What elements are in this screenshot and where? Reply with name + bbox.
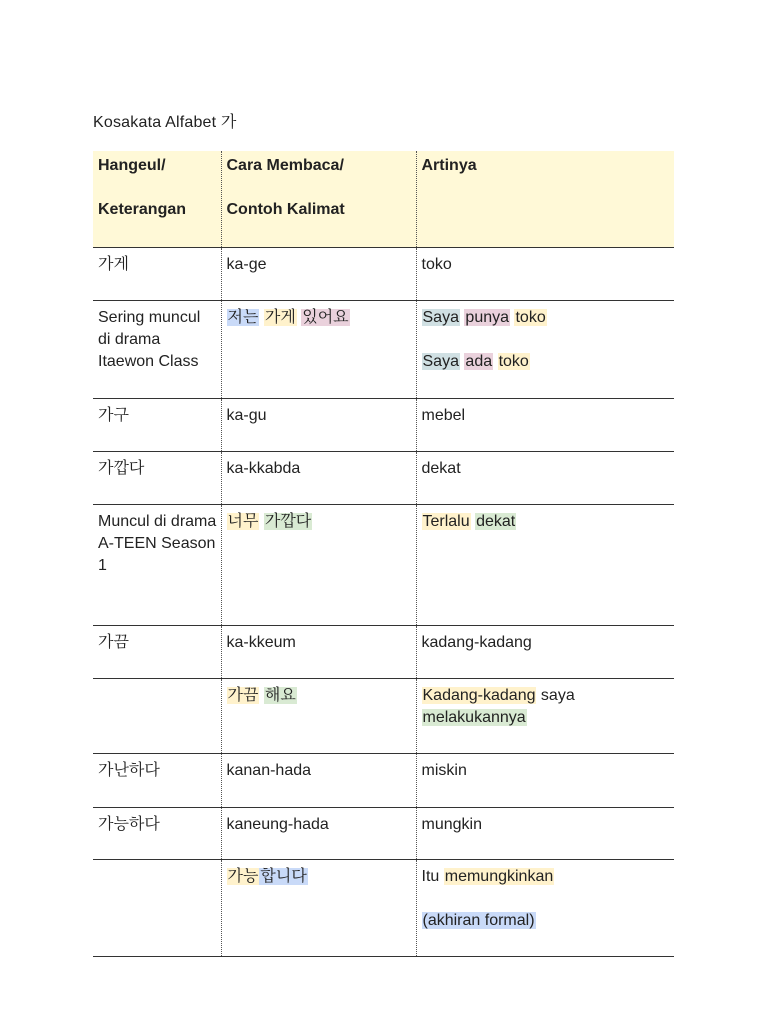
note-cell: Sering muncul di drama Itaewon Class bbox=[98, 308, 201, 370]
table-row bbox=[93, 451, 674, 504]
highlighted-word: 가게 bbox=[264, 308, 296, 326]
highlighted-word: (akhiran formal) bbox=[422, 911, 535, 929]
note-cell: Muncul di drama A-TEEN Season 1 bbox=[98, 512, 217, 574]
translation-line bbox=[422, 685, 671, 729]
translation-line bbox=[422, 910, 671, 932]
table-row bbox=[93, 753, 674, 807]
header-hangeul-line1: Hangeul/ bbox=[98, 157, 166, 174]
header-hangeul bbox=[93, 151, 221, 247]
header-hangeul-line2: Keterangan bbox=[98, 201, 187, 218]
header-reading-line2: Contoh Kalimat bbox=[226, 201, 345, 218]
hangeul-cell: 가능하다 bbox=[98, 815, 160, 833]
highlighted-word: 해요 bbox=[264, 686, 296, 704]
example-cell bbox=[221, 859, 416, 956]
meaning-cell: kadang-kadang bbox=[416, 625, 674, 678]
translation-cell bbox=[416, 859, 674, 956]
document-title: Kosakata Alfabet 가 bbox=[93, 114, 237, 131]
translation-line bbox=[422, 307, 671, 329]
highlighted-word: 가능 bbox=[227, 867, 259, 885]
translation-cell bbox=[416, 678, 674, 753]
header-meaning bbox=[416, 151, 674, 247]
example-cell bbox=[221, 300, 416, 398]
header-reading bbox=[221, 151, 416, 247]
table-header-row bbox=[93, 151, 674, 247]
hangeul-cell: 가끔 bbox=[98, 633, 129, 651]
table-row bbox=[93, 807, 674, 859]
hangeul-cell: 가구 bbox=[98, 406, 129, 424]
hangeul-cell: 가난하다 bbox=[98, 761, 160, 779]
meaning-cell: mungkin bbox=[416, 807, 674, 859]
example-cell bbox=[221, 504, 416, 625]
note-cell bbox=[93, 678, 221, 753]
table-row bbox=[93, 247, 674, 300]
meaning-cell: miskin bbox=[416, 753, 674, 807]
highlighted-word: punya bbox=[465, 308, 510, 326]
header-reading-line1: Cara Membaca/ bbox=[226, 157, 344, 174]
highlighted-word: 합니다 bbox=[260, 867, 307, 885]
highlighted-word: toko bbox=[515, 308, 546, 326]
highlighted-word: Saya bbox=[422, 308, 459, 326]
highlighted-word: 가끔 bbox=[227, 686, 259, 704]
highlighted-word: Kadang-kadang bbox=[422, 686, 536, 704]
highlighted-word: melakukannya bbox=[422, 708, 526, 726]
example-cell bbox=[221, 678, 416, 753]
highlighted-word: Saya bbox=[422, 352, 459, 370]
meaning-cell: dekat bbox=[416, 451, 674, 504]
table-row bbox=[93, 859, 674, 956]
highlighted-word: 저는 bbox=[227, 308, 259, 326]
highlighted-word: 너무 bbox=[227, 512, 259, 530]
reading-cell: ka-ge bbox=[221, 247, 416, 300]
highlighted-word: toko bbox=[498, 352, 529, 370]
plain-text: Itu bbox=[421, 867, 444, 885]
reading-cell: kanan-hada bbox=[221, 753, 416, 807]
table-row bbox=[93, 504, 674, 625]
translation-line bbox=[422, 511, 671, 533]
note-cell bbox=[93, 859, 221, 956]
hangeul-cell: 가게 bbox=[98, 255, 129, 273]
translation-cell bbox=[416, 504, 674, 625]
table-row bbox=[93, 300, 674, 398]
highlighted-word: dekat bbox=[476, 512, 516, 530]
table-row bbox=[93, 398, 674, 451]
reading-cell: ka-kkeum bbox=[221, 625, 416, 678]
header-meaning-text: Artinya bbox=[421, 157, 477, 174]
reading-cell: ka-kkabda bbox=[221, 451, 416, 504]
meaning-cell: toko bbox=[416, 247, 674, 300]
highlighted-word: 있어요 bbox=[302, 308, 349, 326]
vocabulary-table bbox=[93, 151, 674, 957]
translation-cell bbox=[416, 300, 674, 398]
highlighted-word: memungkinkan bbox=[444, 867, 554, 885]
translation-line bbox=[422, 866, 671, 888]
meaning-cell: mebel bbox=[416, 398, 674, 451]
plain-text: saya bbox=[536, 686, 575, 704]
translation-line bbox=[422, 351, 671, 373]
reading-cell: ka-gu bbox=[221, 398, 416, 451]
highlighted-word: 가깝다 bbox=[264, 512, 312, 530]
table-row bbox=[93, 625, 674, 678]
highlighted-word: Terlalu bbox=[422, 512, 470, 530]
reading-cell: kaneung-hada bbox=[221, 807, 416, 859]
table-row bbox=[93, 678, 674, 753]
highlighted-word: ada bbox=[465, 352, 493, 370]
hangeul-cell: 가깝다 bbox=[98, 459, 145, 477]
plain-text bbox=[493, 353, 497, 370]
